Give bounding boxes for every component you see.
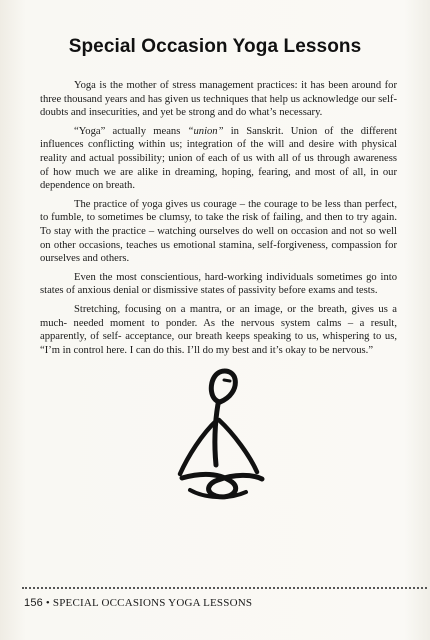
paragraph-2: “Yoga” actually means “union” in Sanskrit. Union of the different influences conflicting within us; integration of the will and desire with physical reality and actual possibility; union of each of us with all of us through awareness of how much we are alike in dreaming, hoping, fearing, and most of all, in our dependence on breath.: [40, 125, 398, 192]
page-number: 156: [24, 597, 43, 609]
paragraph-3: The practice of yoga gives us courage – the courage to be less than perfect, to fumble, to sometimes be clumsy, to take the risk of failing, and then to try again. To stay with the practice – watching ourselves do well on occasion and not so well on other occasions, teaches us emotional stamina, self-forgiveness, compassion for ourselves and others.: [40, 198, 397, 265]
paragraph-1: Yoga is the mother of stress management practices: it has been around for three thousand years and has given us techniques that help us acknowledge our self-doubts and insecurities, and yet be strong and do what’s necessary.: [40, 80, 397, 119]
footer-bullet: •: [45, 597, 50, 609]
body-text: [40, 79, 397, 362]
footer-divider: [22, 587, 427, 589]
page-title: Special Occasion Yoga Lessons: [68, 36, 362, 57]
meditating-figure-icon: [160, 362, 280, 512]
paragraph-4: Even the most conscientious, hard-working individuals sometimes go into states of anxious denial or dismissive states of passivity before exams and tests.: [40, 271, 397, 297]
page-footer: [24, 597, 252, 609]
paragraph-5: Stretching, focusing on a mantra, or an image, or the breath, gives us a much- needed moment to ponder. As the nervous system calms – a result, apparently, of self- acceptance, our breath keeps speaking to us, whispering to us, “I’m in control here. I can do this. I’ll do my best and it’s okay to be nervous.”: [40, 303, 397, 356]
running-head: SPECIAL OCCASIONS YOGA LESSONS: [52, 597, 253, 609]
